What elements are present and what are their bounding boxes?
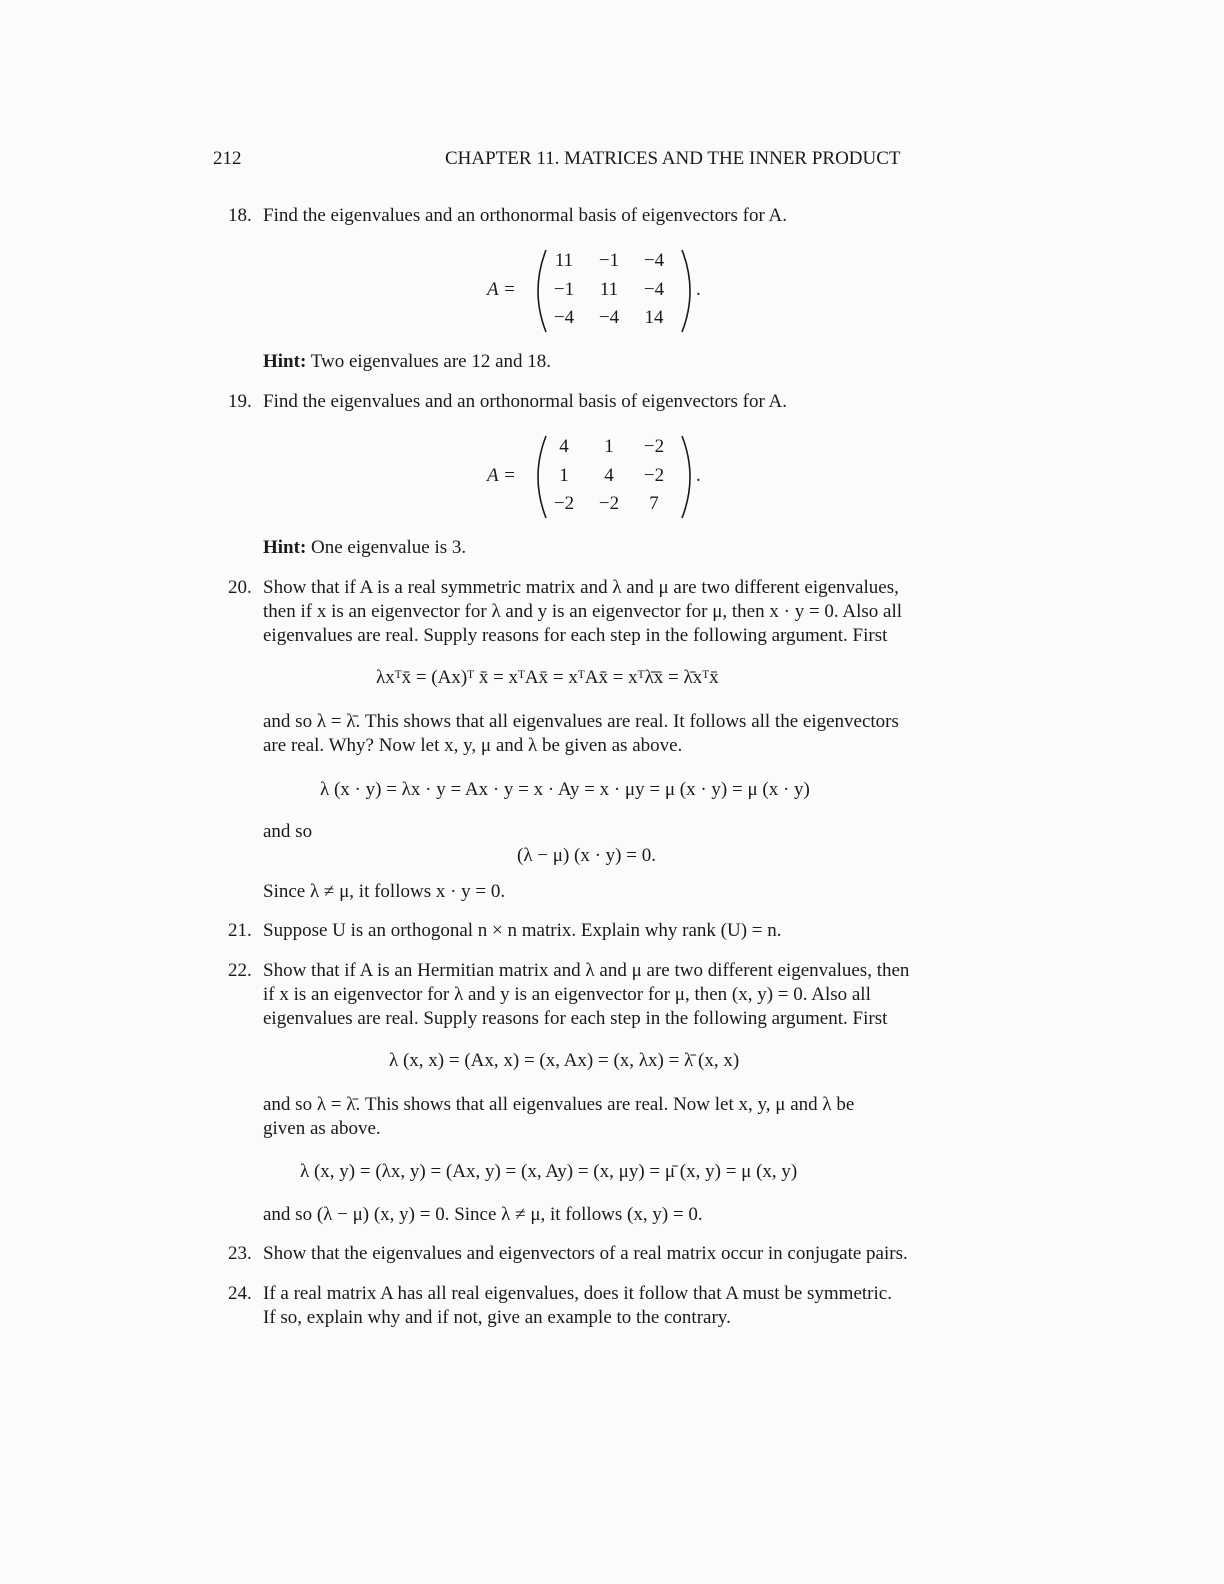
hint-label: Hint:: [263, 537, 307, 558]
matrix-cell: −4: [553, 307, 575, 328]
problem-19-text: Find the eigenvalues and an orthonormal basis of eigenvectors for A.: [263, 391, 787, 412]
problem-20-line: and so: [263, 821, 313, 842]
problem-number-24: 24.: [228, 1283, 252, 1304]
running-title: CHAPTER 11. MATRICES AND THE INNER PRODUCT: [445, 148, 901, 169]
matrix-cell: −2: [643, 465, 665, 486]
problem-20-line: and so λ = λ̄. This shows that all eigenvalues are real. It follows all the eigenvectors: [263, 711, 899, 732]
hint-18: [263, 350, 551, 374]
hint-text: One eigenvalue is 3.: [311, 537, 467, 558]
matrix-period: .: [696, 279, 701, 300]
equation: λ (x, x) = (Ax, x) = (x, Ax) = (x, λx) = λ̄ (x, x): [389, 1050, 740, 1071]
matrix-cell: −1: [553, 279, 575, 300]
matrix-cell: −4: [643, 250, 665, 271]
matrix-cell: −4: [598, 307, 620, 328]
matrix-label: A =: [487, 279, 516, 300]
problem-22-line: given as above.: [263, 1118, 381, 1139]
problem-number-19: 19.: [228, 391, 252, 412]
hint-label: Hint:: [263, 351, 307, 372]
matrix-cell: 11: [554, 250, 574, 271]
problem-20-line: eigenvalues are real. Supply reasons for each step in the following argument. First: [263, 625, 888, 646]
matrix-cell: 7: [649, 493, 659, 514]
matrix-cell: −1: [598, 250, 620, 271]
matrix-cell: −4: [643, 279, 665, 300]
problem-22-line: if x is an eigenvector for λ and y is an eigenvector for μ, then (x, y) = 0. Also all: [263, 984, 871, 1005]
problem-20-line: are real. Why? Now let x, y, μ and λ be given as above.: [263, 735, 683, 756]
problem-number-22: 22.: [228, 960, 252, 981]
problem-20-line: then if x is an eigenvector for λ and y is an eigenvector for μ, then x · y = 0. Also all: [263, 601, 902, 622]
matrix-cell: 14: [644, 307, 664, 328]
problem-22-line: eigenvalues are real. Supply reasons for each step in the following argument. First: [263, 1008, 888, 1029]
problem-22-line: and so λ = λ̄. This shows that all eigenvalues are real. Now let x, y, μ and λ be: [263, 1094, 855, 1115]
matrix-label: A =: [487, 465, 516, 486]
hint-text: Two eigenvalues are 12 and 18.: [310, 351, 552, 372]
equation: λ (x · y) = λx · y = Ax · y = x · Ay = x · μy = μ (x · y) = μ (x · y): [320, 779, 810, 800]
matrix-cell: 11: [599, 279, 619, 300]
hint-19: [263, 536, 466, 560]
problem-22-line: Show that if A is an Hermitian matrix and λ and μ are two different eigenvalues, then: [263, 960, 910, 981]
page-number: 212: [213, 148, 242, 169]
problem-number-20: 20.: [228, 577, 252, 598]
matrix-cell: 1: [604, 436, 614, 457]
matrix-cell: −2: [643, 436, 665, 457]
matrix-cell: 4: [559, 436, 569, 457]
equation: λxᵀx̄ = (Ax)ᵀ x̄ = xᵀAx̄ = xᵀAx̄ = xᵀλ̄x̄ = λ̄xᵀx̄: [376, 667, 719, 688]
matrix-cell: 4: [604, 465, 614, 486]
equation: λ (x, y) = (λx, y) = (Ax, y) = (x, Ay) = (x, μy) = μ̄ (x, y) = μ (x, y): [300, 1161, 798, 1182]
problem-23-text: Show that the eigenvalues and eigenvectors of a real matrix occur in conjugate pairs.: [263, 1243, 908, 1264]
problem-number-21: 21.: [228, 920, 252, 941]
problem-21-text: Suppose U is an orthogonal n × n matrix. Explain why rank (U) = n.: [263, 920, 782, 941]
matrix-cell: −2: [598, 493, 620, 514]
matrix-cell: −2: [553, 493, 575, 514]
matrix-cell: 1: [559, 465, 569, 486]
problem-number-18: 18.: [228, 205, 252, 226]
problem-24-line: If a real matrix A has all real eigenvalues, does it follow that A must be symmetric.: [263, 1283, 892, 1304]
matrix-period: .: [696, 465, 701, 486]
problem-22-line: and so (λ − μ) (x, y) = 0. Since λ ≠ μ, it follows (x, y) = 0.: [263, 1204, 703, 1225]
equation: (λ − μ) (x · y) = 0.: [517, 845, 656, 866]
problem-18-text: Find the eigenvalues and an orthonormal basis of eigenvectors for A.: [263, 205, 787, 226]
problem-20-line: Since λ ≠ μ, it follows x · y = 0.: [263, 881, 506, 902]
problem-20-line: Show that if A is a real symmetric matrix and λ and μ are two different eigenvalues,: [263, 577, 899, 598]
problem-24-line: If so, explain why and if not, give an example to the contrary.: [263, 1307, 731, 1328]
problem-number-23: 23.: [228, 1243, 252, 1264]
